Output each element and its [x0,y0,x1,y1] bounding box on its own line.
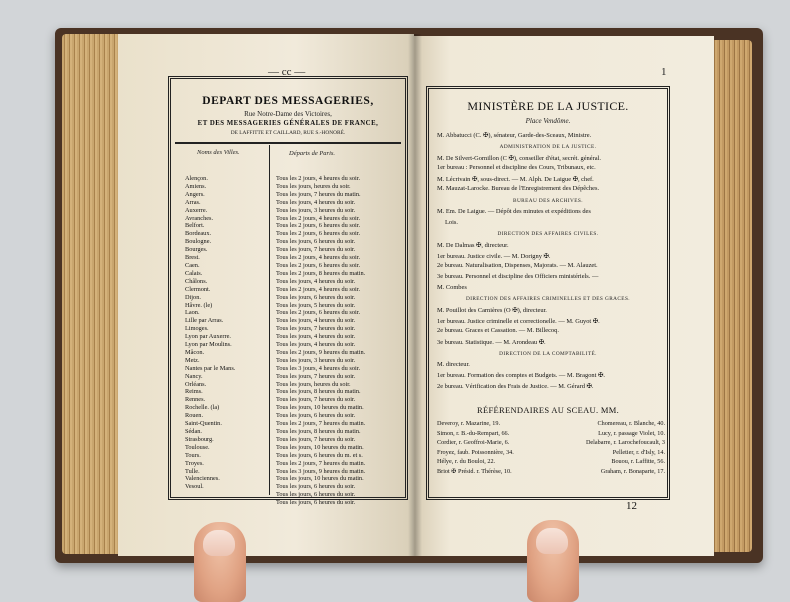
city-row: Saint-Quentin. [185,420,222,428]
ministere-entry: 2e bureau. Graces et Cassation. — M. Billecoq. [437,327,559,335]
referendaire-row [437,467,665,477]
referendaire-row [437,448,665,458]
column-header-departures: Départs de Paris. [289,150,336,157]
page-edges-right [712,40,752,552]
city-row: Arras. [185,198,201,206]
header-rule [175,142,401,144]
left-page-header: — cc — [268,66,306,78]
city-row: Brest. [185,254,200,262]
ministere-entry: M. Lécrivain ✠, sous-direct. — M. Alph. De Laigue ✠, chef. [437,175,594,183]
section-heading: DIRECTION DES AFFAIRES CRIMINELLES ET DES GRACES. [465,296,631,303]
departure-row: Tous les jours, 3 heures du soir. [276,356,356,364]
departure-row: Tous les jours, 6 heures du soir. [276,491,356,499]
referendaire-row [437,429,665,439]
ministere-entry: 3e bureau. Personnel et discipline des Officiers ministériels. — [437,273,599,280]
departure-row: Tous les jours, 7 heures du soir. [276,325,356,333]
ministere-entry: M. Pouillot des Carnières (O ✠), directeur. [437,307,547,315]
departure-row: Tous les jours, 4 heures du soir. [276,341,356,349]
ministere-entry: M. directeur. [437,360,470,368]
city-row: Strasbourg. [185,435,214,443]
departure-row: Tous les jours, 3 heures du soir. [276,206,356,214]
referendaire-entry: Pelletier, r. d'Isly, 14. [612,448,665,456]
book-gutter [408,34,422,556]
ministere-entry: 2e bureau. Naturalisation, Dispenses, Majorats. — M. Alauzet. [437,262,598,270]
ministere-entry: 1er bureau. Justice criminelle et correctionelle. — M. Guyot ✠. [437,317,600,325]
departure-row: Tous les jours, 7 heures du matin. [276,190,361,198]
city-row: Rennes. [185,396,206,404]
city-row: Lille par Arras. [185,317,224,325]
departure-row: Tous les 2 jours, 4 heures du soir. [276,285,361,293]
city-row: Valenciennes. [185,475,220,483]
city-row: Sédan. [185,428,202,435]
referendaire-row [437,457,665,467]
city-row: Laon. [185,309,200,317]
ministere-entry: M. Combes [437,283,467,291]
referendaire-row [437,419,665,429]
ministere-entry: 1er bureau. Justice civile. — M. Dorigny ✠. [437,252,551,260]
page-edges-left [62,34,124,554]
section-heading: ADMINISTRATION DE LA JUSTICE. [499,143,597,150]
departure-row: Tous les jours, 4 heures du soir. [276,333,356,341]
right-thumb [527,520,579,602]
departure-row: Tous les 2 jours, 6 heures du soir. [276,309,361,317]
referendaire-entry: Simon, r. B.-du-Rempart, 66. [437,429,510,437]
city-row: Lyon par Moulins. [185,341,232,349]
messageries-title: DEPART DES MESSAGERIES, [202,95,374,107]
referendaires-list [437,419,665,477]
departure-row: Tous les jours, 10 heures du matin. [276,404,364,412]
departure-row: Tous les jours, heures du soir. [276,182,351,190]
cities-list [185,175,271,491]
departure-row: Tous les jours, 8 heures du matin. [276,428,361,435]
referendaire-entry: Froyez, faub. Poissonnière, 34. [437,448,514,456]
ministere-entry: 2e bureau. Vérification des Frais de Justice. — M. Gérard ✠. [437,382,594,390]
ministere-entry: M. Mauzat-Larocke. Bureau de l'Enregistrement des Dépêches. [437,185,600,193]
departure-row: Tous les 2 jours, 6 heures du soir. [276,230,361,238]
departure-row: Tous les 2 jours, 4 heures du soir. [276,214,361,222]
referendaire-entry: Briot ✠ Présid. r. Thérèse, 10. [437,467,512,475]
city-row: Belfort. [185,222,205,230]
ministere-entry: 1er bureau : Personnel et discipline des Cours, Tribunaux, etc. [437,164,596,172]
city-row: Reims. [185,388,203,396]
ministere-subtitle: Place Vendôme. [525,117,571,125]
section-heading: BUREAU DES ARCHIVES. [513,198,583,204]
ministere-panel [426,86,670,500]
messageries-address: Rue Notre-Dame des Victoires, [244,110,332,118]
city-row: Angers. [185,190,205,198]
referendaire-entry: Hélye, r. du Bouloi, 22. [437,458,496,466]
departure-row: Tous les jours, 6 heures du soir. [276,412,356,420]
departure-row: Tous les jours, 7 heures du soir. [276,246,356,254]
departure-row: Tous les jours, 6 heures du soir. [276,293,356,301]
referendaire-entry: Cordier, r. Geoffroi-Marie, 6. [437,439,510,447]
referendaire-entry: Delabarre, r. Larochefoucault, 3 [585,439,665,447]
section-heading: DIRECTION DES AFFAIRES CIVILES. [497,231,599,238]
city-row: Toulouse. [185,443,210,451]
departure-row: Tous les 2 jours, 4 heures du soir. [276,254,361,262]
city-row: Avranches. [185,214,214,222]
departure-row: Tous les jours, 6 heures du soir. [276,483,356,491]
referendaire-entry: Graham, r. Bonaparte, 17. [600,467,665,475]
departure-row: Tous les 2 jours, 4 heures du soir. [276,175,361,182]
city-row: Mâcon. [185,348,205,356]
ministere-entry: M. De Dalmas ✠, directeur. [437,242,509,250]
departure-row: Tous les jours, 5 heures du soir. [276,301,356,309]
city-row: Rouen. [185,412,204,420]
departure-row: Tous les jours, 7 heures du soir. [276,435,356,443]
departure-row: Tous les 2 jours, 6 heures du soir. [276,222,361,230]
departure-row: Tous les jours, 7 heures du soir. [276,396,356,404]
ministere-entry: Lois. [445,218,458,226]
city-row: Caen. [185,261,200,269]
right-page-number: 1 [661,66,667,78]
city-row: Vesoul. [185,483,204,491]
city-row: Dijon. [185,293,201,301]
referendaire-entry: Bouou, r. Laffitte, 56. [611,458,665,466]
city-row: Tulle. [185,467,200,475]
departure-row: Tous les 2 jours, 6 heures du soir. [276,261,361,269]
departure-row: Tous les jours, 4 heures du soir. [276,277,356,285]
column-header-cities: Noms des Villes. [197,149,240,156]
messageries-address-2: DE LAFFITTE ET CAILLARD, RUE S.-HONORÉ. [230,130,346,136]
departure-row: Tous les jours, heures du soir. [276,380,351,388]
left-thumb-nail [203,530,235,556]
referendaire-row [437,438,665,448]
departure-row: Tous les 2 jours, 8 heures du matin. [276,269,366,277]
city-row: Metz. [185,356,200,364]
city-row: Rochelle. (la) [185,404,220,412]
city-row: Troyes. [185,459,204,467]
left-thumb [194,522,246,602]
departure-row: Tous les 3 jours, 4 heures du soir. [276,364,361,372]
departure-row: Tous les jours, 10 heures du matin. [276,443,364,451]
departure-row: Tous les jours, 10 heures du matin. [276,475,364,483]
city-row: Nantes par le Mans. [185,364,236,372]
city-row: Lyon par Auxerre. [185,333,231,341]
departure-row: Tous les jours, 7 heures du soir. [276,372,356,380]
ministere-entry: M. De Silvert-Gornillon (C ✠), conseiller d'état, secrét. général. [437,154,601,162]
messageries-title-2: ET DES MESSAGERIES GÉNÉRALES DE FRANCE, [197,120,379,127]
city-row: Limoges. [185,325,209,333]
referendaire-entry: Deveroy, r. Mazarine, 19. [437,420,500,427]
city-row: Calais. [185,269,203,277]
departure-row: Tous les jours, 4 heures du soir. [276,198,356,206]
section-heading: DIRECTION DE LA COMPTABILITÉ. [499,350,597,357]
ministere-entry: 1er bureau. Formation des comptes et Budgets. — M. Bragont ✠. [437,372,605,380]
referendaire-entry: Lucy, r. passage Violet, 10. [598,429,665,437]
departure-row: Tous les jours, 6 heures du m. et s. [276,451,363,459]
city-row: Clermont. [185,285,211,293]
departure-row: Tous les jours, 8 heures du matin. [276,388,361,396]
city-row: Tours. [185,451,201,459]
right-page-footer: 12 [626,500,637,512]
ministere-entry: 3e bureau. Statistique. — M. Arondeau ✠. [437,339,546,346]
departure-row: Tous les 2 jours, 9 heures du matin. [276,348,366,356]
ministere-entry: M. Abbatucci (C. ✠), sénateur, Garde-des-Sceaux, Ministre. [437,132,592,139]
messageries-table [168,76,408,507]
departure-row: Tous les 3 jours, 9 heures du matin. [276,467,366,475]
city-row: Bordeaux. [185,230,212,238]
city-row: Auxerre. [185,206,208,214]
departures-list [276,175,406,507]
departure-row: Tous les jours, 6 heures du soir. [276,238,356,246]
ministere-title: MINISTÈRE DE LA JUSTICE. [467,99,629,113]
city-row: Orléans. [185,380,207,388]
city-row: Hâvre. (le) [185,301,213,309]
departure-row: Tous les jours, 4 heures du soir. [276,317,356,325]
departure-row: Tous les 2 jours, 7 heures du matin. [276,459,366,467]
city-row: Bourges. [185,246,208,254]
ministere-entry: M. Em. De Laigue. — Dépôt des minutes et expéditions des [437,208,591,215]
city-row: Boulogne. [185,238,212,246]
referendaires-title: RÉFÉRENDAIRES AU SCEAU. MM. [477,405,619,415]
departure-row: Tous les 2 jours, 7 heures du matin. [276,420,366,428]
departure-row: Tous les jours, 6 heures du soir. [276,499,356,507]
right-thumb-nail [536,528,568,554]
city-row: Alençon. [185,175,208,182]
city-row: Nancy. [185,372,203,380]
referendaire-entry: Chomereau, r. Blanche, 40. [597,420,665,427]
city-row: Châlons. [185,277,208,285]
city-row: Amiens. [185,182,207,190]
